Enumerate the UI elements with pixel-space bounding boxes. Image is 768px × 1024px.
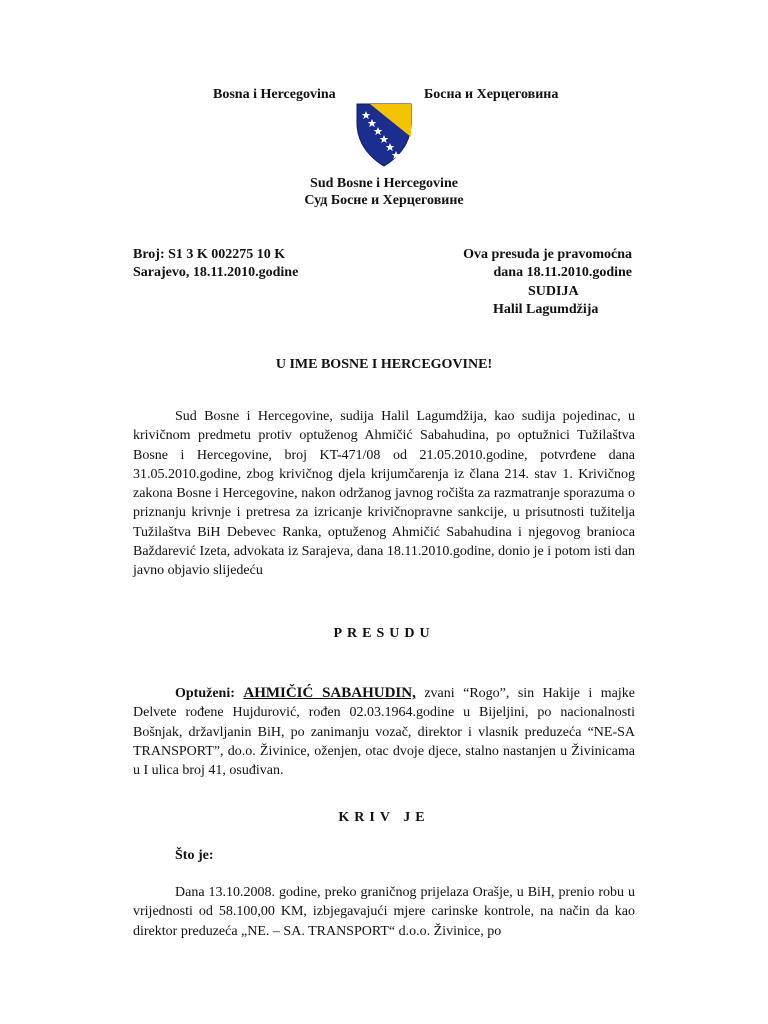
place-date: Sarajevo, 18.11.2010.godine: [133, 265, 299, 280]
facts-paragraph: [133, 883, 635, 941]
judge-title: SUDIJA: [528, 284, 579, 299]
accused-label: Optuženi:: [175, 686, 235, 701]
invocation-heading: U IME BOSNE I HERCEGOVINE!: [275, 357, 493, 372]
court-name-cyrillic: Суд Босне и Херцеговине: [304, 193, 464, 208]
intro-paragraph: [133, 407, 635, 581]
guilty-heading: KRIV JE: [338, 810, 430, 825]
accused-details: zvani “Rogo”, sin Hakije i majke Delvete rođene Hujdurović, rođen 02.03.1964.godine u Bijeljini, po nacionalnosti Bošnjak, državljanin BiH, po zanimanju vozač, direktor i vlasnik preduzeća “NE-SA TRANSPORT”, do.o. Živinice, oženjen, otac dvoje djece, stalno nastanjen u Živinicama u I ulica broj 41, osuđivan.: [133, 686, 635, 779]
court-name-latin: Sud Bosne i Hercegovine: [310, 176, 458, 191]
finality-note: Ova presuda je pravomoćna: [463, 247, 632, 262]
country-name-cyrillic: Босна и Херцеговина: [424, 87, 559, 102]
accused-paragraph: [133, 684, 635, 780]
bih-coat-of-arms-icon: [356, 103, 412, 167]
country-name-latin: Bosna i Hercegovina: [213, 87, 336, 102]
case-number: Broj: S1 3 K 002275 10 K: [133, 247, 286, 262]
finality-date: dana 18.11.2010.godine: [493, 265, 632, 280]
facts-text: Dana 13.10.2008. godine, preko graničnog prijelaza Orašje, u BiH, prenio robu u vrijednosti od 58.100,00 KM, izbjegavajući mjere carinske kontrole, na način da kao direktor preduzeća „NE. – SA. TRANSPORT“ d.o.o. Živinice, po: [133, 885, 635, 939]
what-heading: Što je:: [175, 848, 214, 863]
verdict-heading: PRESUDU: [333, 626, 435, 641]
accused-name: AHMIČIĆ SABAHUDIN,: [243, 685, 416, 701]
judge-name: Halil Lagumdžija: [493, 302, 599, 317]
intro-text: Sud Bosne i Hercegovine, sudija Halil Lagumdžija, kao sudija pojedinac, u krivičnom predmetu protiv optuženog Ahmičić Sabahudina, po optužnici Tužilaštva Bosne i Hercegovine, broj KT-471/08 od 21.05.2010.godine, potvrđene dana 31.05.2010.godine, zbog krivičnog djela krijumčarenja iz člana 214. stav 1. Krivičnog zakona Bosne i Hercegovine, nakon održanog javnog ročišta za razmatranje sporazuma o priznanju krivnje i pretresa za izricanje krivičnopravne sankcije, u prisutnosti tužitelja Tužilaštva BiH Debevec Ranka, optuženog Ahmičić Sabahudina i njegovog branioca Baždarević Izeta, advokata iz Sarajeva, dana 18.11.2010.godine, donio je i potom isti dan javno objavio slijedeću: [133, 409, 635, 579]
